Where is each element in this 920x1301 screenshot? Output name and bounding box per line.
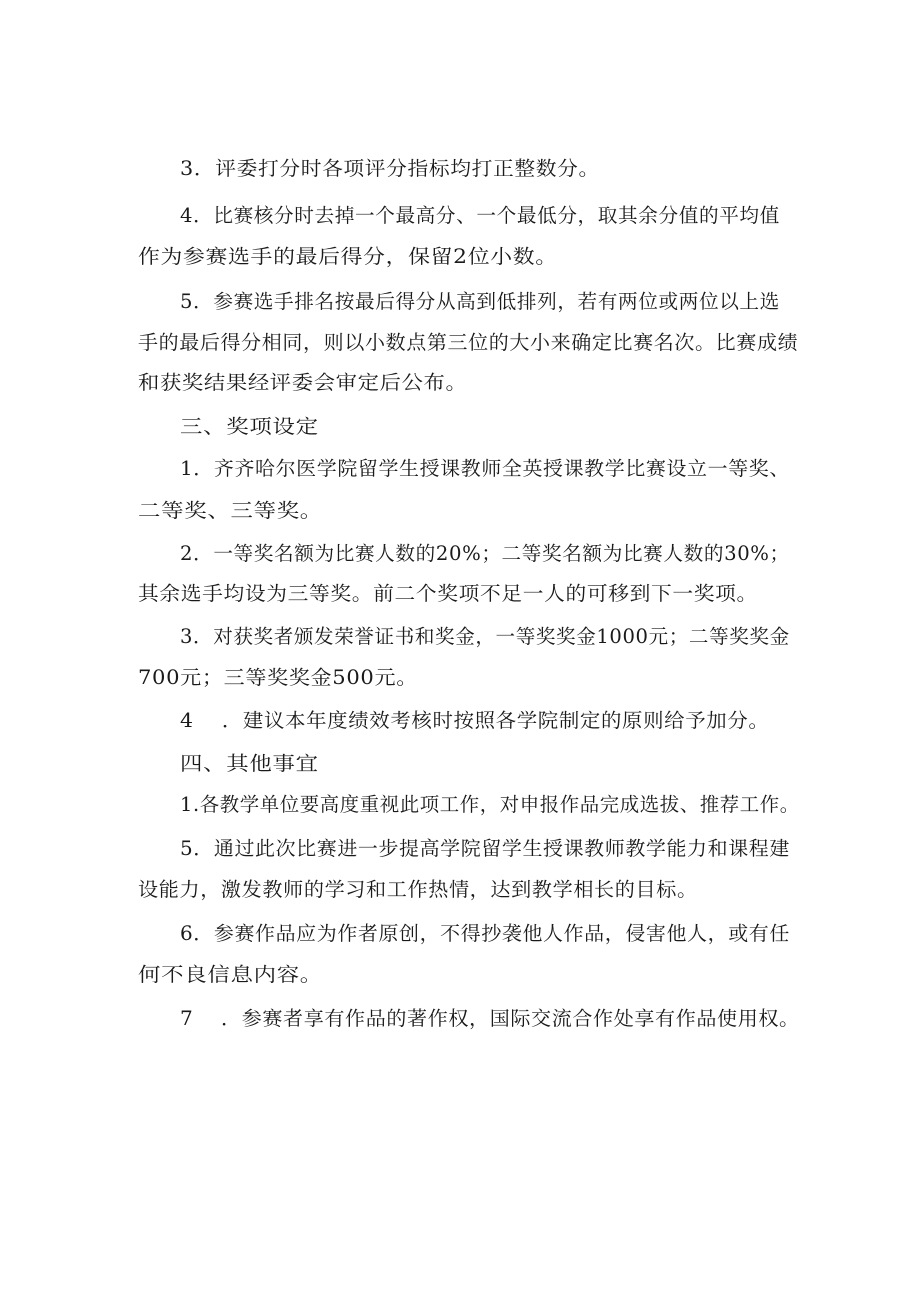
section-3-heading: 三、奖项设定 [180, 415, 319, 438]
item-5-ranking-cont-1: 手的最后得分相同，则以小数点第三位的大小来确定比赛名次。比赛成绩 [138, 331, 799, 354]
item-4-score-calculation: 4．比赛核分时去掉一个最高分、一个最低分，取其余分值的平均值 [180, 204, 780, 227]
section-4-item-5: 5．通过此次比赛进一步提高学院留学生授课教师教学能力和课程建 [180, 837, 790, 860]
section-3-item-1-cont: 二等奖、三等奖。 [138, 499, 323, 522]
section-3-item-4: 4 ．建议本年度绩效考核时按照各学院制定的原则给予加分。 [180, 709, 770, 732]
section-3-item-2-cont: 其余选手均设为三等奖。前二个奖项不足一人的可移到下一奖项。 [138, 582, 758, 605]
section-4-heading: 四、其他事宜 [180, 752, 319, 775]
section-3-item-3-cont: 700元；三等奖奖金500元。 [138, 666, 418, 689]
item-5-ranking-cont-2: 和获奖结果经评委会审定后公布。 [138, 371, 468, 394]
section-4-item-6: 6．参赛作品应为作者原创，不得抄袭他人作品，侵害他人，或有任 [180, 922, 790, 945]
section-3-item-3: 3．对获奖者颁发荣誉证书和奖金，一等奖奖金1000元；二等奖奖金 [180, 625, 790, 648]
section-3-item-2: 2．一等奖名额为比赛人数的20%；二等奖名额为比赛人数的30%； [180, 542, 790, 565]
item-5-ranking: 5．参赛选手排名按最后得分从高到低排列，若有两位或两位以上选 [180, 290, 780, 313]
section-4-item-6-cont: 何不良信息内容。 [138, 963, 323, 986]
section-3-item-1: 1．齐齐哈尔医学院留学生授课教师全英授课教学比赛设立一等奖、 [180, 457, 790, 480]
section-4-item-5-cont: 设能力，激发教师的学习和工作热情，达到教学相长的目标。 [138, 878, 698, 901]
item-4-score-calculation-cont: 作为参赛选手的最后得分，保留2位小数。 [138, 245, 558, 268]
item-3-scoring-integer: 3．评委打分时各项评分指标均打正整数分。 [180, 157, 600, 180]
section-4-item-7: 7 ．参赛者享有作品的著作权，国际交流合作处享有作品使用权。 [180, 1007, 800, 1030]
section-4-item-1: 1.各教学单位要高度重视此项工作，对申报作品完成选拔、推荐工作。 [180, 793, 800, 816]
